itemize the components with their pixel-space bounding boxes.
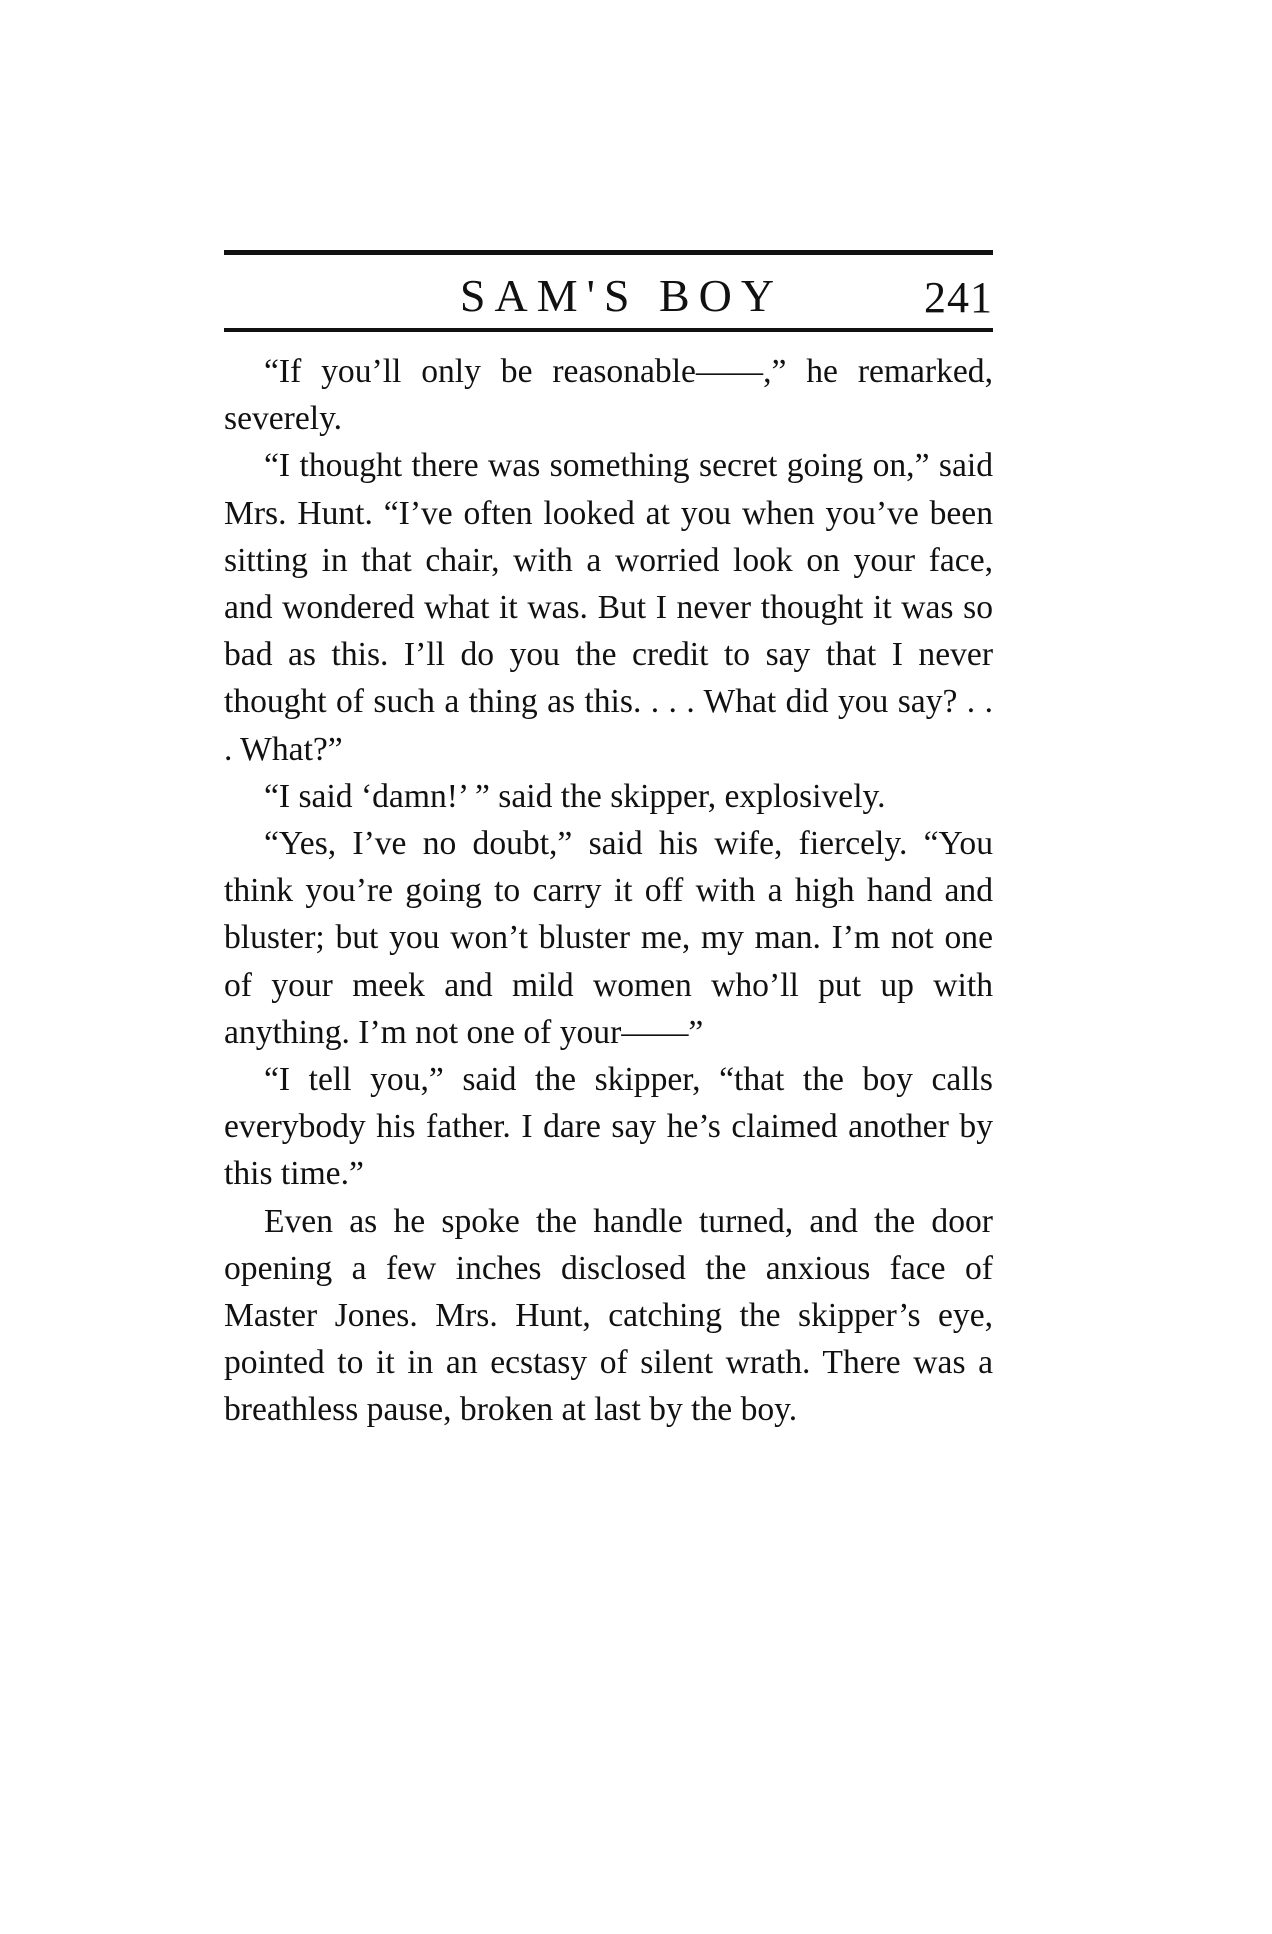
paragraph: “I thought there was something secret going on,” said Mrs. Hunt. “I’ve often looked at you when you’ve been sitting in that chair, with a worried look on your face, and wondered what it was. But I never thought it was so bad as this. I’ll do you the credit to say that I never thought of such a thing as this. . . . What did you say? . . . What?” [224,447,993,768]
paragraph: “I tell you,” said the skipper, “that the boy calls everybody his father. I dare say he’s claimed another by this time.” [224,1061,993,1193]
paragraph: “If you’ll only be reasonable——,” he remarked, severely. [224,353,993,438]
running-title: SAM'S BOY [459,270,784,321]
page-number: 241 [924,273,993,322]
running-head [224,266,993,326]
paragraph: “I said ‘damn!’ ” said the skipper, explosively. [264,777,886,815]
body-text [224,348,993,1434]
header-bottom-rule [224,328,993,332]
paragraph: “Yes, I’ve no doubt,” said his wife, fiercely. “You think you’re going to carry it off with a high hand and bluster; but you won’t bluster me, my man. I’m not one of your meek and mild women who’ll put up with anything. I’m not one of your——” [224,825,993,1051]
header-top-rule [224,250,993,255]
paragraph: Even as he spoke the handle turned, and the door opening a few inches disclosed the anxious face of Master Jones. Mrs. Hunt, catching the skipper’s eye, pointed to it in an ecstasy of silent wrath. There was a breathless pause, broken at last by the boy. [224,1202,993,1429]
